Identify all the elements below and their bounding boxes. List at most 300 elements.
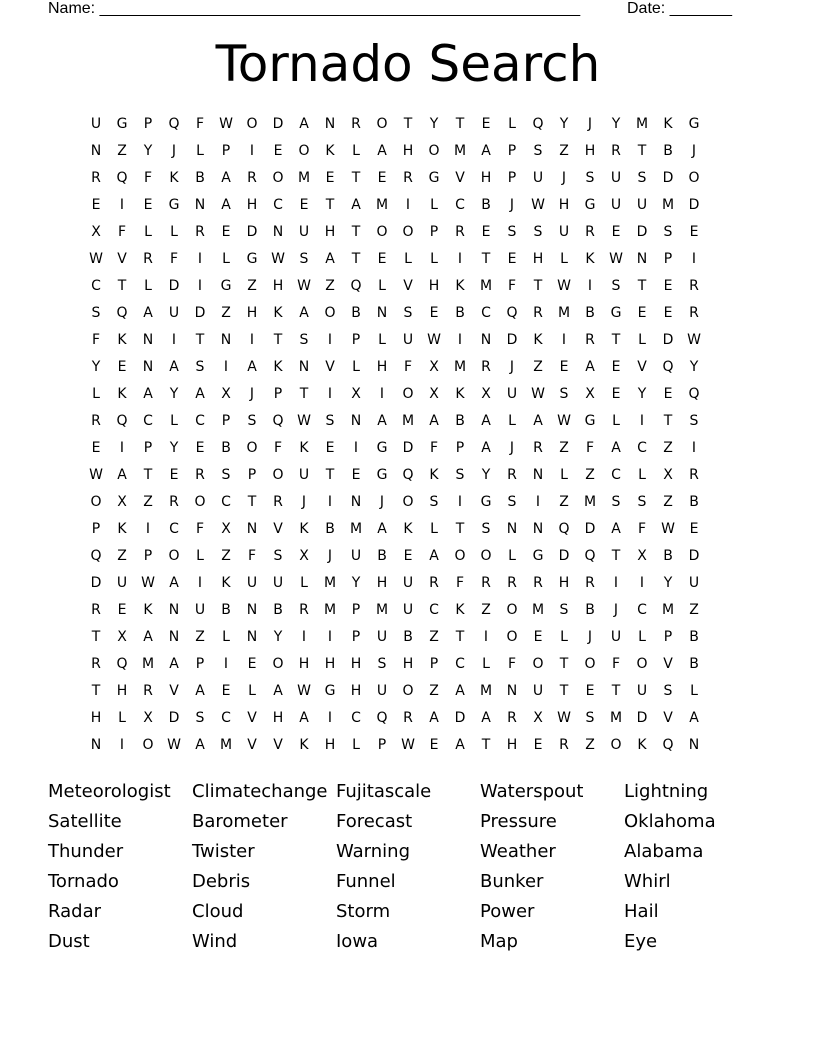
- grid-letter: J: [613, 602, 619, 618]
- grid-letter: Y: [143, 143, 153, 159]
- grid-letter: E: [429, 305, 439, 321]
- grid-letter: K: [117, 386, 127, 402]
- grid-row: [83, 408, 733, 435]
- word-row: [48, 868, 768, 898]
- grid-row: [83, 462, 733, 489]
- grid-letter: B: [221, 440, 231, 456]
- grid-letter: S: [663, 683, 673, 699]
- grid-letter: T: [273, 332, 283, 348]
- grid-letter: A: [195, 386, 205, 402]
- grid-letter: F: [585, 440, 595, 456]
- grid-letter: N: [194, 197, 206, 213]
- grid-letter: H: [90, 710, 102, 726]
- grid-letter: A: [481, 143, 491, 159]
- grid-letter: I: [587, 278, 593, 294]
- grid-letter: Q: [662, 359, 674, 375]
- grid-letter: L: [352, 143, 360, 159]
- grid-letter: L: [222, 629, 230, 645]
- grid-letter: W: [661, 521, 675, 537]
- word-list-item: Dust: [48, 931, 90, 952]
- grid-letter: P: [247, 467, 257, 483]
- grid-letter: R: [507, 575, 517, 591]
- grid-letter: S: [91, 305, 101, 321]
- grid-letter: O: [610, 737, 622, 753]
- grid-letter: W: [141, 575, 155, 591]
- grid-letter: G: [480, 494, 492, 510]
- grid-letter: T: [91, 629, 101, 645]
- grid-letter: D: [168, 278, 180, 294]
- grid-letter: D: [402, 440, 414, 456]
- grid-letter: S: [299, 251, 309, 267]
- grid-letter: S: [533, 143, 543, 159]
- grid-letter: Z: [221, 305, 231, 321]
- grid-letter: L: [248, 683, 256, 699]
- grid-letter: E: [299, 197, 309, 213]
- grid-letter: T: [351, 251, 361, 267]
- grid-letter: N: [324, 116, 336, 132]
- grid-letter: V: [325, 359, 335, 375]
- grid-letter: S: [299, 332, 309, 348]
- grid-letter: S: [559, 602, 569, 618]
- grid-letter: T: [299, 386, 309, 402]
- grid-letter: B: [689, 629, 699, 645]
- grid-letter: E: [481, 224, 491, 240]
- grid-letter: R: [91, 413, 101, 429]
- word-row: [48, 778, 768, 808]
- grid-letter: B: [377, 548, 387, 564]
- grid-letter: E: [611, 359, 621, 375]
- grid-letter: I: [327, 629, 333, 645]
- grid-letter: A: [377, 143, 387, 159]
- grid-row: [83, 651, 733, 678]
- grid-letter: Z: [117, 548, 127, 564]
- grid-letter: K: [533, 332, 543, 348]
- grid-letter: I: [639, 575, 645, 591]
- grid-letter: D: [454, 710, 466, 726]
- grid-letter: A: [221, 170, 231, 186]
- grid-letter: D: [246, 224, 258, 240]
- grid-letter: Q: [558, 521, 570, 537]
- grid-letter: T: [481, 251, 491, 267]
- grid-letter: B: [663, 548, 673, 564]
- grid-letter: I: [119, 737, 125, 753]
- grid-letter: E: [169, 467, 179, 483]
- grid-letter: G: [610, 305, 622, 321]
- grid-letter: R: [299, 602, 309, 618]
- grid-letter: O: [246, 116, 258, 132]
- grid-letter: F: [611, 656, 621, 672]
- grid-letter: H: [246, 197, 258, 213]
- grid-letter: Z: [559, 494, 569, 510]
- grid-letter: M: [375, 197, 389, 213]
- grid-letter: P: [663, 629, 673, 645]
- grid-letter: E: [117, 359, 127, 375]
- grid-letter: O: [272, 170, 284, 186]
- grid-row: [83, 138, 733, 165]
- grid-letter: S: [325, 413, 335, 429]
- grid-letter: N: [168, 602, 180, 618]
- grid-letter: S: [247, 413, 257, 429]
- grid-letter: H: [428, 278, 440, 294]
- grid-row: [83, 516, 733, 543]
- grid-letter: R: [143, 683, 153, 699]
- grid-letter: N: [220, 332, 232, 348]
- grid-letter: C: [637, 440, 647, 456]
- grid-letter: P: [351, 602, 361, 618]
- grid-letter: N: [532, 521, 544, 537]
- grid-letter: F: [455, 575, 465, 591]
- grid-letter: R: [533, 575, 543, 591]
- grid-letter: L: [560, 467, 568, 483]
- grid-letter: L: [638, 332, 646, 348]
- grid-letter: L: [690, 683, 698, 699]
- grid-letter: V: [247, 737, 257, 753]
- grid-letter: X: [117, 629, 127, 645]
- grid-letter: V: [273, 521, 283, 537]
- grid-letter: C: [221, 710, 231, 726]
- grid-letter: I: [197, 251, 203, 267]
- grid-letter: M: [661, 602, 675, 618]
- grid-letter: J: [691, 143, 697, 159]
- grid-letter: D: [662, 170, 674, 186]
- grid-letter: C: [273, 197, 283, 213]
- grid-letter: E: [663, 386, 673, 402]
- grid-letter: K: [429, 467, 439, 483]
- grid-letter: Y: [663, 575, 673, 591]
- grid-letter: T: [455, 116, 465, 132]
- grid-row: [83, 300, 733, 327]
- grid-letter: N: [350, 494, 362, 510]
- grid-letter: L: [482, 656, 490, 672]
- grid-letter: P: [507, 143, 517, 159]
- grid-letter: L: [430, 251, 438, 267]
- grid-letter: E: [377, 170, 387, 186]
- grid-letter: P: [351, 332, 361, 348]
- grid-letter: A: [481, 710, 491, 726]
- word-row: [48, 898, 768, 928]
- word-list-item: Alabama: [624, 841, 704, 862]
- grid-letter: U: [402, 332, 414, 348]
- grid-letter: A: [273, 683, 283, 699]
- grid-letter: N: [142, 359, 154, 375]
- word-list-item: Debris: [192, 871, 251, 892]
- grid-letter: H: [506, 737, 518, 753]
- grid-row: [83, 381, 733, 408]
- grid-letter: D: [90, 575, 102, 591]
- grid-letter: L: [430, 521, 438, 537]
- grid-letter: B: [689, 656, 699, 672]
- grid-letter: T: [403, 116, 413, 132]
- grid-letter: H: [298, 656, 310, 672]
- word-list-item: Iowa: [336, 931, 379, 952]
- grid-letter: C: [481, 305, 491, 321]
- grid-letter: A: [533, 413, 543, 429]
- grid-letter: Y: [559, 116, 569, 132]
- grid-letter: M: [401, 413, 415, 429]
- grid-letter: I: [197, 278, 203, 294]
- grid-letter: U: [272, 575, 284, 591]
- grid-letter: A: [377, 413, 387, 429]
- grid-letter: K: [221, 575, 231, 591]
- word-list-item: Whirl: [624, 871, 671, 892]
- grid-letter: D: [194, 305, 206, 321]
- word-list-item: Map: [480, 931, 518, 952]
- grid-letter: G: [584, 197, 596, 213]
- grid-letter: R: [403, 710, 413, 726]
- grid-letter: I: [327, 494, 333, 510]
- grid-letter: U: [506, 386, 518, 402]
- grid-letter: G: [688, 116, 700, 132]
- grid-letter: I: [691, 251, 697, 267]
- grid-letter: W: [557, 710, 571, 726]
- grid-letter: R: [195, 224, 205, 240]
- grid-letter: L: [508, 548, 516, 564]
- grid-letter: L: [92, 386, 100, 402]
- grid-letter: B: [195, 170, 205, 186]
- grid-letter: P: [663, 251, 673, 267]
- grid-letter: K: [637, 737, 647, 753]
- grid-letter: D: [688, 197, 700, 213]
- grid-letter: N: [90, 143, 102, 159]
- grid-row: [83, 111, 733, 138]
- grid-letter: G: [168, 197, 180, 213]
- grid-letter: T: [325, 467, 335, 483]
- grid-letter: K: [117, 521, 127, 537]
- grid-letter: H: [350, 656, 362, 672]
- grid-letter: R: [611, 143, 621, 159]
- grid-letter: T: [351, 224, 361, 240]
- grid-letter: W: [219, 116, 233, 132]
- grid-letter: X: [117, 494, 127, 510]
- grid-letter: S: [637, 170, 647, 186]
- grid-letter: E: [429, 737, 439, 753]
- grid-letter: O: [636, 656, 648, 672]
- grid-letter: E: [221, 224, 231, 240]
- grid-letter: P: [455, 440, 465, 456]
- grid-letter: W: [427, 332, 441, 348]
- grid-letter: R: [169, 494, 179, 510]
- grid-letter: W: [297, 683, 311, 699]
- grid-letter: I: [613, 575, 619, 591]
- grid-letter: D: [662, 332, 674, 348]
- grid-letter: N: [246, 629, 258, 645]
- grid-letter: Z: [117, 143, 127, 159]
- grid-letter: X: [637, 548, 647, 564]
- grid-letter: N: [480, 332, 492, 348]
- grid-letter: R: [559, 737, 569, 753]
- grid-letter: L: [378, 332, 386, 348]
- grid-letter: S: [429, 494, 439, 510]
- grid-letter: T: [455, 521, 465, 537]
- grid-letter: A: [169, 575, 179, 591]
- grid-letter: H: [402, 143, 414, 159]
- grid-letter: X: [429, 386, 439, 402]
- grid-letter: I: [327, 710, 333, 726]
- word-list-item: Weather: [480, 841, 556, 862]
- grid-letter: K: [299, 440, 309, 456]
- grid-letter: W: [531, 386, 545, 402]
- grid-letter: E: [195, 440, 205, 456]
- grid-letter: Z: [559, 440, 569, 456]
- grid-letter: E: [611, 224, 621, 240]
- grid-letter: Y: [273, 629, 283, 645]
- grid-letter: H: [584, 143, 596, 159]
- grid-letter: F: [169, 251, 179, 267]
- grid-letter: T: [559, 683, 569, 699]
- grid-row: [83, 597, 733, 624]
- grid-letter: U: [558, 224, 570, 240]
- grid-letter: J: [561, 170, 567, 186]
- grid-letter: B: [663, 143, 673, 159]
- grid-letter: B: [455, 305, 465, 321]
- grid-letter: S: [507, 494, 517, 510]
- grid-letter: A: [611, 521, 621, 537]
- grid-letter: M: [661, 197, 675, 213]
- grid-letter: Q: [584, 548, 596, 564]
- grid-letter: Y: [91, 359, 101, 375]
- word-list-item: Funnel: [336, 871, 396, 892]
- grid-letter: Y: [481, 467, 491, 483]
- grid-letter: O: [298, 143, 310, 159]
- grid-letter: Q: [272, 413, 284, 429]
- grid-letter: U: [194, 602, 206, 618]
- word-list-item: Warning: [336, 841, 411, 862]
- grid-letter: Q: [350, 278, 362, 294]
- grid-letter: E: [117, 602, 127, 618]
- grid-row: [83, 624, 733, 651]
- grid-letter: T: [143, 467, 153, 483]
- grid-letter: A: [143, 386, 153, 402]
- grid-letter: V: [169, 683, 179, 699]
- word-list-item: Bunker: [480, 871, 544, 892]
- grid-letter: Z: [429, 629, 439, 645]
- grid-letter: P: [507, 170, 517, 186]
- grid-letter: S: [273, 548, 283, 564]
- grid-letter: R: [91, 656, 101, 672]
- grid-letter: O: [428, 143, 440, 159]
- grid-letter: I: [353, 440, 359, 456]
- grid-letter: J: [587, 116, 593, 132]
- grid-letter: Z: [429, 683, 439, 699]
- grid-letter: I: [457, 494, 463, 510]
- grid-letter: H: [480, 170, 492, 186]
- grid-letter: L: [508, 413, 516, 429]
- grid-letter: F: [273, 440, 283, 456]
- grid-letter: E: [689, 224, 699, 240]
- grid-letter: O: [454, 548, 466, 564]
- grid-letter: C: [195, 413, 205, 429]
- grid-letter: B: [325, 521, 335, 537]
- grid-letter: U: [298, 467, 310, 483]
- grid-letter: K: [273, 305, 283, 321]
- grid-letter: T: [611, 683, 621, 699]
- grid-letter: Z: [195, 629, 205, 645]
- grid-letter: K: [273, 359, 283, 375]
- grid-letter: M: [479, 683, 493, 699]
- grid-letter: K: [455, 602, 465, 618]
- word-list-item: Hail: [624, 901, 659, 922]
- grid-letter: F: [195, 116, 205, 132]
- grid-letter: R: [455, 224, 465, 240]
- grid-letter: K: [585, 251, 595, 267]
- grid-letter: B: [455, 413, 465, 429]
- grid-letter: J: [509, 197, 515, 213]
- grid-letter: A: [195, 683, 205, 699]
- grid-letter: G: [376, 467, 388, 483]
- grid-letter: O: [376, 116, 388, 132]
- grid-letter: O: [402, 494, 414, 510]
- grid-letter: R: [585, 575, 595, 591]
- grid-letter: U: [402, 602, 414, 618]
- grid-letter: S: [689, 413, 699, 429]
- grid-letter: E: [689, 521, 699, 537]
- grid-letter: E: [325, 440, 335, 456]
- grid-letter: S: [637, 494, 647, 510]
- grid-letter: L: [612, 413, 620, 429]
- grid-letter: K: [455, 386, 465, 402]
- grid-letter: P: [221, 143, 231, 159]
- grid-letter: T: [455, 629, 465, 645]
- grid-letter: R: [273, 494, 283, 510]
- grid-letter: F: [143, 170, 153, 186]
- grid-letter: S: [611, 278, 621, 294]
- grid-letter: Z: [533, 359, 543, 375]
- grid-letter: P: [351, 629, 361, 645]
- grid-letter: N: [506, 683, 518, 699]
- grid-letter: U: [298, 224, 310, 240]
- grid-letter: X: [143, 710, 153, 726]
- grid-letter: K: [299, 521, 309, 537]
- grid-letter: S: [221, 467, 231, 483]
- grid-letter: O: [194, 494, 206, 510]
- grid-letter: Z: [689, 602, 699, 618]
- grid-letter: R: [585, 332, 595, 348]
- grid-letter: D: [168, 710, 180, 726]
- name-field-label: Name: ______________________________________________________: [48, 0, 581, 17]
- grid-letter: L: [118, 710, 126, 726]
- grid-row: [83, 570, 733, 597]
- grid-letter: D: [636, 710, 648, 726]
- grid-row: [83, 732, 733, 759]
- grid-letter: T: [637, 278, 647, 294]
- grid-letter: K: [455, 278, 465, 294]
- grid-letter: M: [609, 710, 623, 726]
- grid-letter: O: [688, 170, 700, 186]
- grid-letter: L: [560, 251, 568, 267]
- date-field-label: Date: _______: [627, 0, 732, 17]
- grid-row: [83, 489, 733, 516]
- grid-letter: M: [557, 305, 571, 321]
- grid-letter: T: [663, 413, 673, 429]
- grid-letter: O: [584, 656, 596, 672]
- grid-letter: L: [638, 467, 646, 483]
- grid-letter: H: [324, 656, 336, 672]
- grid-letter: A: [221, 197, 231, 213]
- grid-letter: Z: [143, 494, 153, 510]
- grid-letter: H: [376, 359, 388, 375]
- grid-letter: O: [506, 629, 518, 645]
- grid-letter: X: [429, 359, 439, 375]
- grid-letter: P: [91, 521, 101, 537]
- grid-letter: W: [271, 251, 285, 267]
- grid-letter: F: [429, 440, 439, 456]
- grid-letter: U: [610, 197, 622, 213]
- grid-letter: Y: [429, 116, 439, 132]
- grid-letter: H: [116, 683, 128, 699]
- grid-letter: H: [402, 656, 414, 672]
- grid-letter: C: [169, 521, 179, 537]
- grid-letter: N: [506, 521, 518, 537]
